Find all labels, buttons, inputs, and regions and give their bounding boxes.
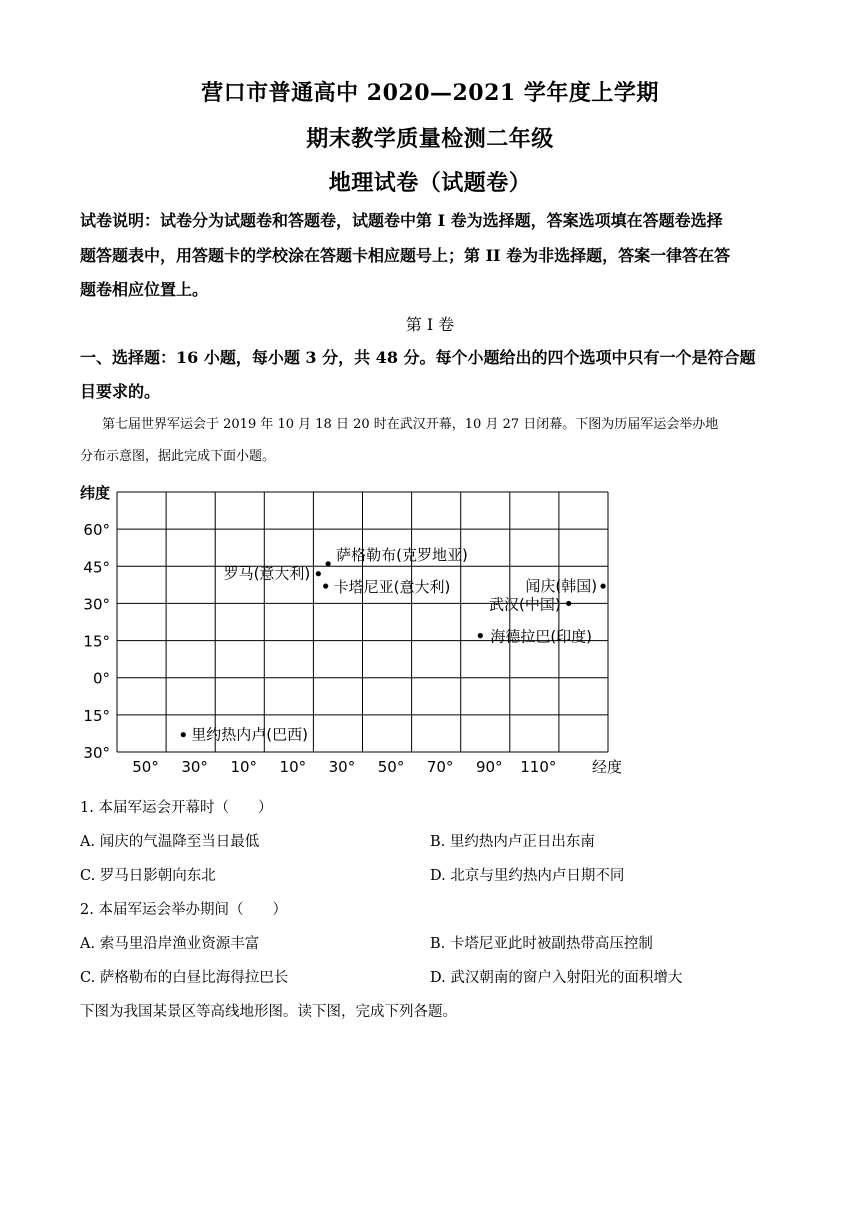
city-label: 武汉(中国) (489, 595, 561, 614)
city-label: 里约热内卢(巴西) (191, 725, 309, 744)
q2-option-b: B. 卡塔尼亚此时被副热带高压控制 (430, 936, 653, 952)
city-label: 海德拉巴(印度) (490, 627, 593, 646)
q2-option-c: C. 萨格勒布的白昼比海得拉巴长 (80, 970, 289, 986)
city-label: 罗马(意大利) (223, 564, 311, 583)
chart-grid (117, 492, 608, 752)
y-tick-label: 0° (92, 669, 110, 688)
y-tick-label: 30° (83, 744, 110, 762)
x-tick-label: 50° (132, 758, 159, 776)
part-heading-line-2: 目要求的。 (80, 382, 161, 401)
y-tick-label: 15° (83, 632, 110, 651)
context-line-1: 第七届世界军运会于 2019 年 10 月 18 日 20 时在武汉开幕，10 月 27 日闭幕。下图为历届军运会举办地 (102, 417, 719, 432)
y-tick-label: 15° (83, 706, 110, 725)
y-tick-label: 60° (83, 521, 110, 540)
instructions-line-1: 试卷说明：试卷分为试题卷和答题卷，试题卷中第 I 卷为选择题，答案选项填在答题卷选择 (80, 211, 723, 230)
x-tick-label: 10° (279, 758, 307, 776)
next-section-intro: 下图为我国某景区等高线地形图。读下图，完成下列各题。 (80, 1004, 457, 1020)
city-point (600, 583, 605, 588)
x-tick-label: 30° (328, 758, 356, 776)
title-line-1: 营口市普通高中 2020—2021 学年度上学期 (201, 80, 659, 106)
q1-stem: 1. 本届军运会开幕时（ ） (80, 800, 273, 816)
x-tick-label: 70° (426, 758, 454, 776)
y-tick-label: 45° (83, 558, 110, 577)
y-tick-label: 30° (83, 595, 110, 614)
q1-option-c: C. 罗马日影朝向东北 (80, 868, 216, 884)
host-city-chart (70, 478, 630, 778)
q2-stem: 2. 本届军运会举办期间（ ） (80, 902, 287, 918)
city-label: 卡塔尼亚(意大利) (333, 578, 451, 597)
q1-option-d: D. 北京与里约热内卢日期不同 (430, 868, 625, 884)
instructions-line-3: 题卷相应位置上。 (80, 280, 209, 299)
title-line-2: 期末教学质量检测二年级 (306, 126, 554, 152)
city-point (326, 561, 331, 566)
x-tick-labels (132, 758, 556, 776)
q2-option-d: D. 武汉朝南的窗户入射阳光的面积增大 (430, 970, 683, 986)
city-point (181, 732, 186, 737)
y-tick-labels (83, 521, 110, 762)
context-line-2: 分布示意图，据此完成下面小题。 (80, 449, 276, 464)
city-point (316, 571, 321, 576)
city-label: 萨格勒布(克罗地亚) (336, 545, 468, 564)
instructions-line-2: 题答题表中，用答题卡的学校涂在答题卡相应题号上；第 II 卷为非选择题，答案一律答在答 (80, 246, 731, 265)
title-line-3: 地理试卷（试题卷） (328, 170, 532, 196)
x-tick-label: 110° (520, 758, 557, 776)
x-tick-label: 90° (475, 758, 503, 776)
q1-option-b: B. 里约热内卢正日出东南 (430, 834, 595, 850)
x-axis-label: 经度 (592, 758, 623, 776)
y-axis-label: 纬度 (80, 484, 111, 502)
q2-option-a: A. 索马里沿岸渔业资源丰富 (80, 936, 260, 952)
city-point (478, 633, 483, 638)
x-tick-label: 30° (181, 758, 208, 776)
city-point (566, 601, 571, 606)
section-heading: 第 I 卷 (405, 315, 455, 334)
x-tick-label: 10° (230, 758, 258, 776)
x-tick-label: 50° (377, 758, 405, 776)
q1-option-a: A. 闻庆的气温降至当日最低 (80, 834, 260, 850)
city-point (323, 583, 328, 588)
chart-points (181, 546, 606, 744)
part-heading-line-1: 一、选择题：16 小题，每小题 3 分，共 48 分。每个小题给出的四个选项中只有一个是符合题 (80, 348, 756, 367)
city-label: 闻庆(韩国) (525, 577, 598, 596)
